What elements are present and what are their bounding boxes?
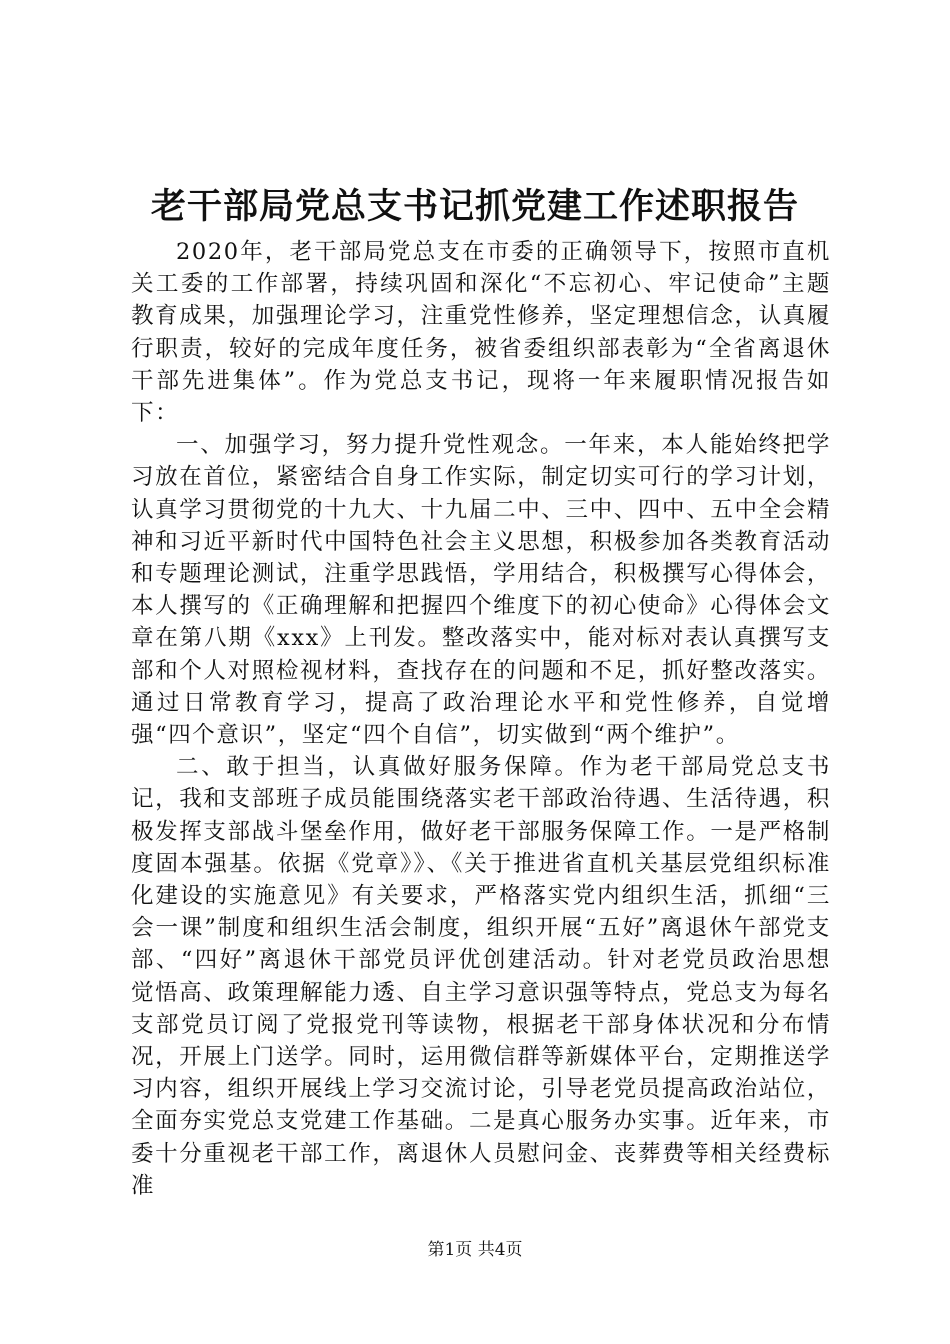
page-number-footer: 第1页 共4页 xyxy=(427,1240,523,1260)
paragraph-section-two: 二、敢于担当，认真做好服务保障。作为老干部局党总支书记，我和支部班子成员能围绕落实老干部政治待遇、生活待遇，积极发挥支部战斗堡垒作用，做好老干部服务保障工作。一是严格制度固本强基。依据《党章》》、《关于推进省直机关基层党组织标准化建设的实施意见》有关要求，严格落实党内组织生活，抓细“三会一课”制度和组织生活会制度，组织开展“五好”离退休午部党支部、“四好”离退休干部党员评优创建活动。针对老党员政治思想觉悟高、政策理解能力透、自主学习意识强等特点，党总支为每名支部党员订阅了党报党刊等读物，根据老干部身体状况和分布情况，开展上门送学。同时，运用微信群等新媒体平台，定期推送学习内容，组织开展线上学习交流讨论，引导老党员提高政治站位，全面夯实党总支党建工作基础。二是真心服务办实事。近年来，市委十分重视老干部工作，离退休人员慰问金、丧葬费等相关经费标准 xyxy=(131,754,831,1199)
document-body xyxy=(131,236,831,1202)
paragraph-intro: 2020年，老干部局党总支在市委的正确领导下，按照市直机关工委的工作部署，持续巩固和深化“不忘初心、牢记使命”主题教育成果，加强理论学习，注重党性修养，坚定理想信念，认真履行职责，较好的完成年度任务，被省委组织部表彰为“全省离退休干部先进集体”。作为党总支书记，现将一年来履职情况报告如下： xyxy=(131,239,831,427)
document-title: 老干部局党总支书记抓党建工作述职报告 xyxy=(150,186,799,227)
paragraph-section-one: 一、加强学习，努力提升党性观念。一年来，本人能始终把学习放在首位，紧密结合自身工作实际，制定切实可行的学习计划，认真学习贯彻党的十九大、十九届二中、三中、四中、五中全会精神和习近平新时代中国特色社会主义思想，积极参加各类教育活动和专题理论测试，注重学思践悟，学用结合，积极撰写心得体会，本人撰写的《正确理解和把握四个维度下的初心使命》心得体会文章在第八期《xxx》上刊发。整改落实中，能对标对表认真撰写支部和个人对照检视材料，查找存在的问题和不足，抓好整改落实。通过日常教育学习，提高了政治理论水平和党性修养，自觉增强“四个意识”，坚定“四个自信”，切实做到“两个维护”。 xyxy=(131,432,831,749)
